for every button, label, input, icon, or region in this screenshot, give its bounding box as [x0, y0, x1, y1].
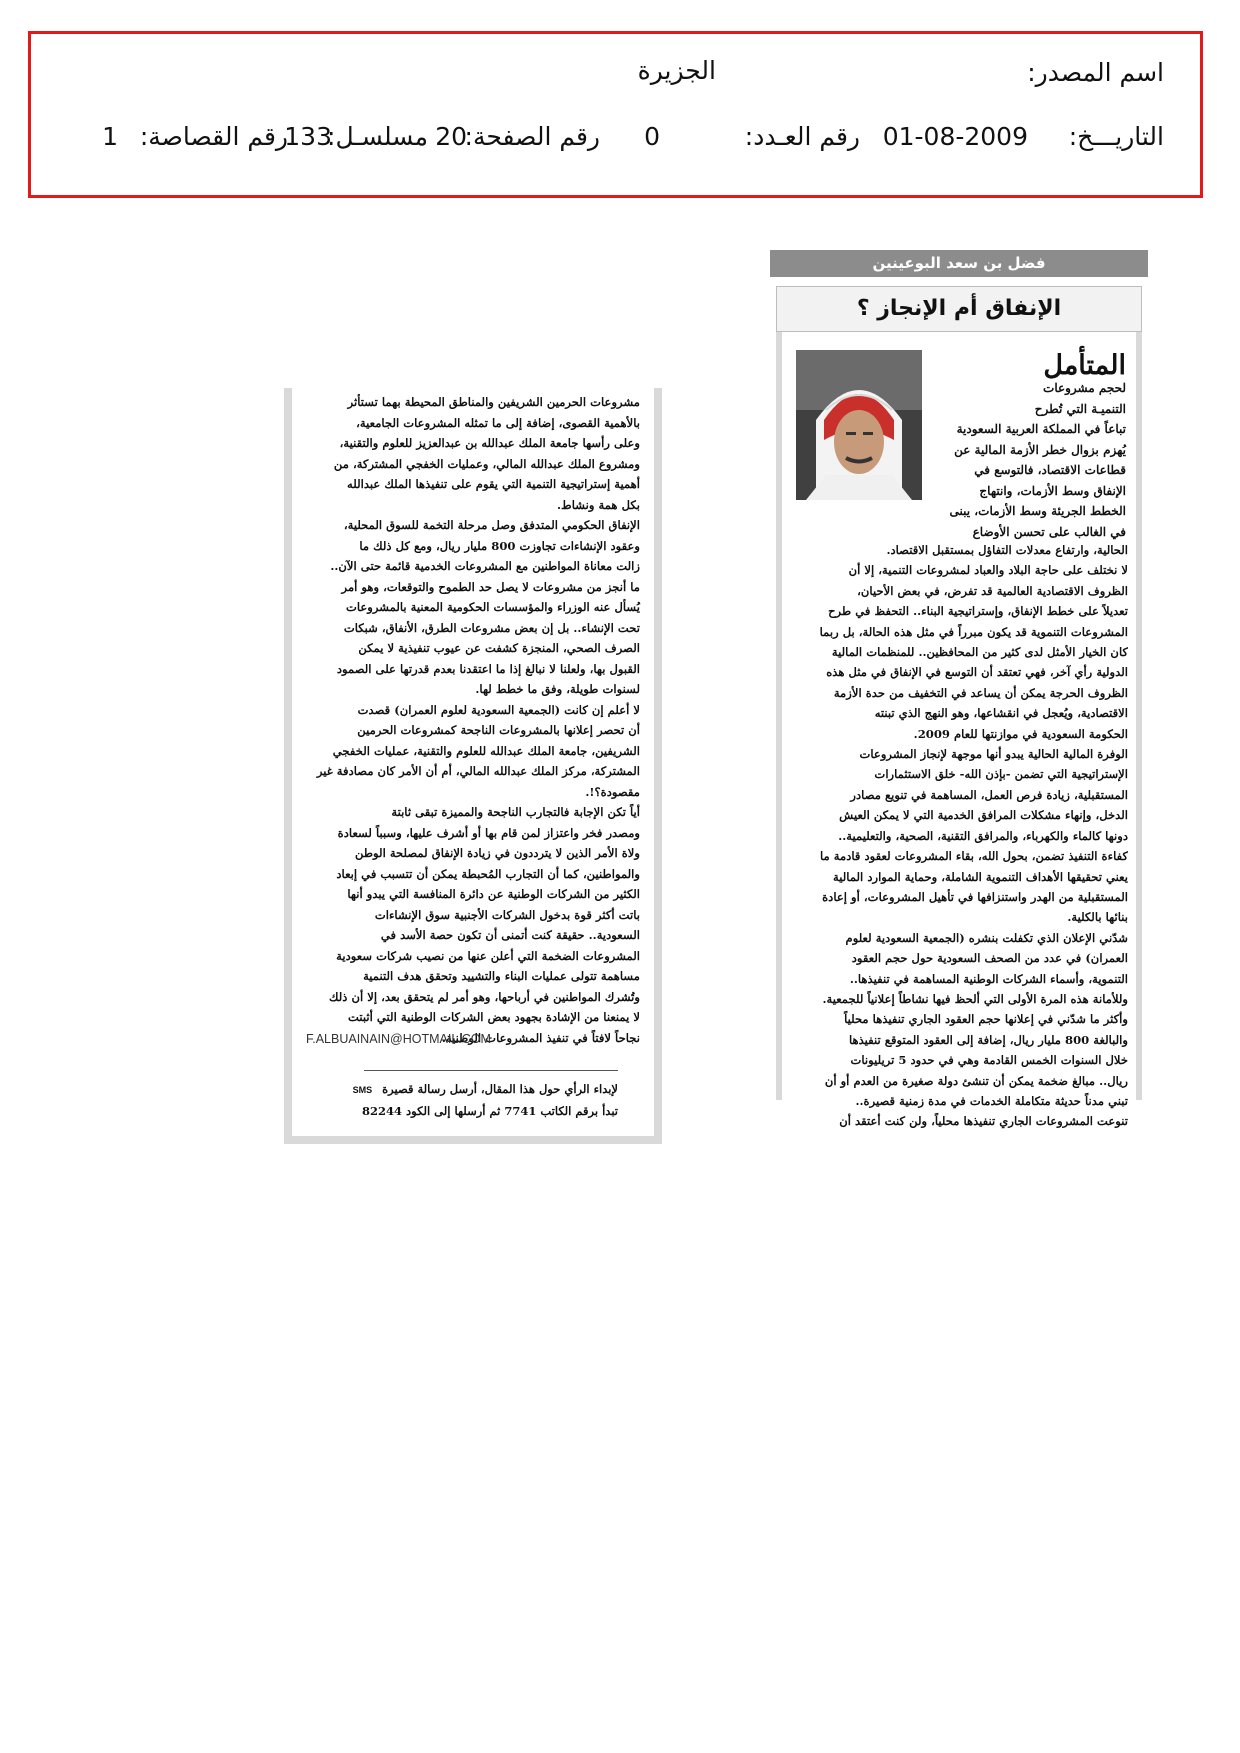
- article-right-body: الحالية، وارتفاع معدلات التفاؤل بمستقبل الاقتصاد. لا نختلف على حاجة البلاد والعباد لمشروعات التنمية، إلا أن الظروف الاقتصادية العالمية قد تفرض، في بعض الأحيان، تعديلاً على خطط الإنفاق، وإستراتيجية البناء.. التحفظ في طرح المشروعات التنموية قد يكون مبرراً في مثل هذه الحالة، بل ربما كان الخيار الأمثل لدى كثير من المحافظين.. للمنظمات المالية الدولية رأي آخر، فهي تعتقد أن التوسع في الإنفاق في مثل هذه الظروف الحرجة يمكن أن يساعد في التخفيف من حدة الأزمة الاقتصادية، ويُعجل في انقشاعها، وهو النهج الذي تبنته الحكومة السعودية في موازنتها للعام 2009. الوفرة المالية الحالية يبدو أنها موجهة لإنجاز المشروعات الإستراتيجية التي تضمن -بإذن الله- خلق الاستثمارات المستقبلية، زيادة فرص العمل، المساهمة في تنويع مصادر الدخل، وإنهاء مشكلات المرافق الخدمية التي لا يمكن العيش دونها كالماء والكهرباء، والمرافق التقنية، الصحية، والتعليمية.. كفاءة التنفيذ تضمن، بحول الله، بقاء المشروعات لعقود قادمة ما يعني تحقيقها الأهداف التنموية الشاملة، وحماية الموارد المالية المستقبلية من الهدر واستنزافها في تأهيل المشروعات، أو إعادة بنائها بالكلية. شدّني الإعلان الذي تكفلت بنشره (الجمعية السعودية لعلوم العمران) في عدد من الصحف السعودية حول حجم العقود التنموية، وأسماء الشركات الوطنية المساهمة في تنفيذها.. وللأمانة هذه المرة الأولى التي ألحظ فيها نشاطاً إعلانياً للجمعية. وأكثر ما شدّني في إعلانها حجم العقود الجاري تنفيذها محلياً والبالغة 800 مليار ريال، إضافة إلى العقود المتوقع تنفيذها خلال السنوات الخمس القادمة وهي في حدود 5 تريليونات ريال.. مبالغ ضخمة يمكن أن تنشئ دولة صغيرة من العدم أو أن تبني مدناً حديثة متكاملة الخدمات في مدة زمنية قصيرة.. تنوعت المشروعات الجاري تنفيذها محلياً، ولن كنت أعتقد أن: [819, 543, 1128, 1129]
- page-value: 20: [435, 122, 467, 151]
- sms-line-2: تبدأ برقم الكاتب 7741 ثم أرسلها إلى الكود 82244: [362, 1104, 618, 1118]
- author-byline: فضل بن سعد البوعينين: [770, 250, 1148, 277]
- sms-line-1-text: لإبداء الرأي حول هذا المقال، أرسل رسالة قصيرة: [382, 1082, 618, 1096]
- article-title: الإنفاق أم الإنجاز ؟: [776, 286, 1142, 332]
- serial-label: مسلسـل:: [327, 122, 428, 151]
- article-right-column: [770, 250, 1148, 1129]
- author-portrait-image: [796, 350, 922, 500]
- sms-line-1: [353, 1082, 618, 1096]
- author-photo: [796, 350, 922, 500]
- clipping-metadata-box: [28, 31, 1203, 198]
- article-right-intro: لحجم مشروعات التنميـة التي تُطرح تباعاً في المملكة العربية السعودية يُهزم بزوال خطر الأزمة المالية عن قطاعات الاقتصاد، فالتوسع في الإنفاق وسط الأزمات، وانتهاج الخطط الجريئة وسط الأزمات، يبنى في الغالب على تحسن الأوضاع: [949, 381, 1126, 539]
- article-left-body: مشروعات الحرمين الشريفين والمناطق المحيطة بهما تستأثر بالأهمية القصوى، إضافة إلى ما تمثله المشروعات الجامعية، وعلى رأسها جامعة الملك عبدالله بن عبدالعزيز للعلوم والتقنية، ومشروع الملك عبدالله المالي، وعمليات الخفجي المشتركة، من أهمية إستراتيجية التنمية التي يقوم على تنفيذها الملك عبدالله بكل همة ونشاط. الإنفاق الحكومي المتدفق وصل مرحلة التخمة للسوق المحلية، وعقود الإنشاءات تجاوزت 800 مليار ريال، ومع كل ذلك ما زالت معاناة المواطنين مع المشروعات الخدمية قائمة حتى الآن.. ما أنجز من مشروعات لا يصل حد الطموح والتوقعات، وهو أمر يُسأل عنه الوزراء والمؤسسات الحكومية المعنية بالمشروعات تحت الإنشاء.. بل إن بعض مشروعات الطرق، الأنفاق، شبكات الصرف الصحي، المنجزة كشفت عن عيوب تنفيذية لا يمكن القبول بها، ولعلنا لا نبالغ إذا ما اعتقدنا بعدم قدرتها على الصمود لسنوات طويلة، وفق ما خطط لها. لا أعلم إن كانت (الجمعية السعودية لعلوم العمران) قصدت أن تحصر إعلانها بالمشروعات الناجحة كمشروعات الحرمين الشريفين، جامعة الملك عبدالله للعلوم والتقنية، عمليات الخفجي المشتركة، مركز الملك عبدالله المالي، أم أن الأمر كان مصادفة غير مقصودة؟!. أياً تكن الإجابة فالتجارب الناجحة والمميزة تبقى ثابتة ومصدر فخر واعتزاز لمن قام بها أو أشرف عليها، وسبباً لسعادة ولاة الأمر الذين لا يترددون في زيادة الإنفاق لمصلحة الوطن والمواطنين، كما أن التجارب المُحبطة يمكن أن تتسبب في إبعاد الكثير من الشركات الوطنية عن دائرة المنافسة التي يبدو أنها باتت أكثر قوة بدخول الشركات الأجنبية سوق الإنشاءات السعودية.. حقيقة كنت أتمنى أن تكون حصة الأسد في المشروعات الضخمة التي أعلن عنها من نصيب شركات سعودية مساهمة تتولى عمليات البناء والتشييد وتحقق هدف التنمية وتُشرك المواطنين في أرباحها، وهو أمر لم يتحقق بعد، إلا أن ذلك لا يمنعنا من الإشادة بجهود بعض الشركات الوطنية التي أثبتت نجاحاً لافتاً في تنفيذ المشروعات الوطنية.: [316, 395, 640, 1045]
- serial-value: 133: [284, 122, 332, 151]
- column-name: المتأمل: [1043, 350, 1126, 381]
- issue-value: 0: [644, 122, 660, 151]
- issue-label: رقم العـدد:: [744, 122, 860, 151]
- clip-value: 1: [102, 122, 118, 151]
- sms-divider: [364, 1070, 618, 1071]
- date-label: التاريـــخ:: [1068, 122, 1164, 151]
- clip-label: رقم القصاصة:: [139, 122, 288, 151]
- article-left-column: [284, 388, 662, 1144]
- source-label: اسم المصدر:: [1027, 58, 1164, 87]
- page-label: رقم الصفحة:: [464, 122, 600, 151]
- author-email[interactable]: F.ALBUAINAIN@HOTMAIL.COM: [306, 1032, 491, 1046]
- source-value: الجزيرة: [637, 56, 716, 85]
- sms-tag: SMS: [352, 1085, 373, 1095]
- date-value: 01-08-2009: [882, 122, 1028, 151]
